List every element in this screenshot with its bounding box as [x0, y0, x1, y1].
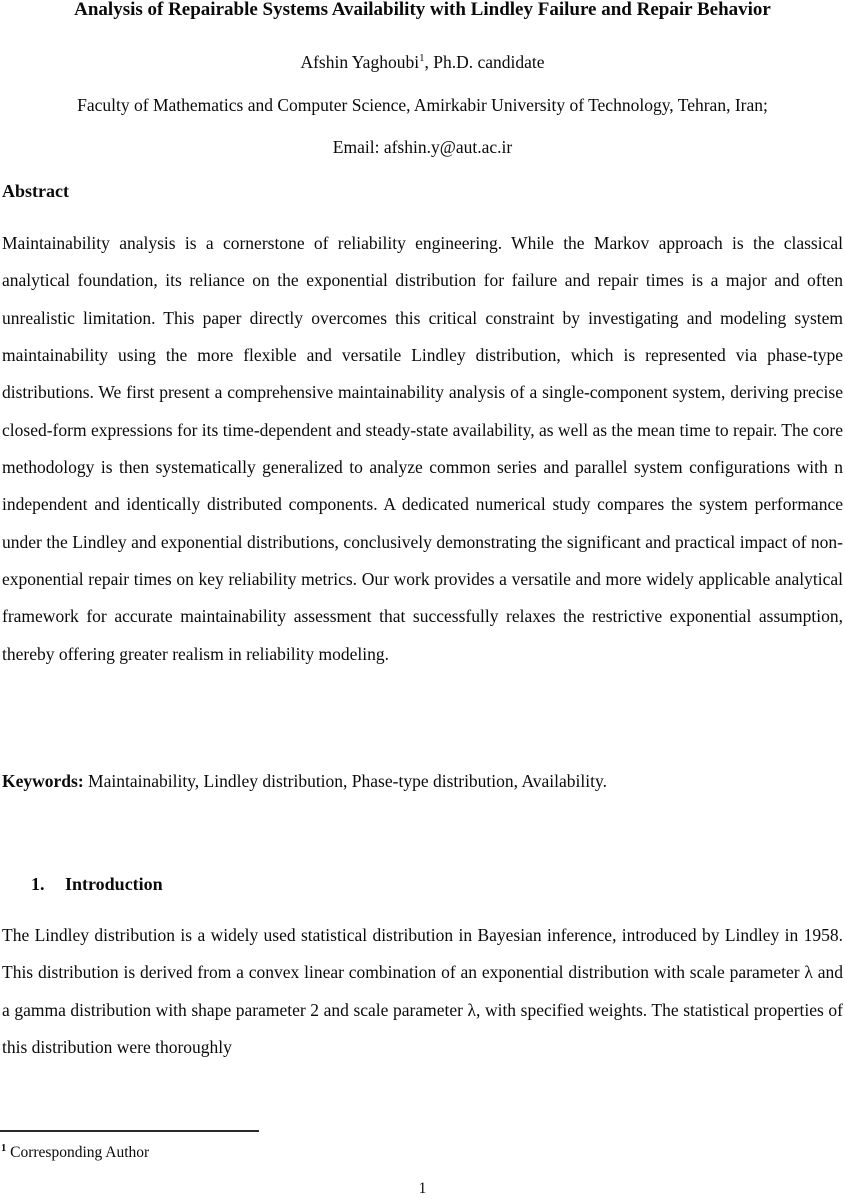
author-footnote-mark: 1: [419, 52, 425, 65]
page-number: 1: [418, 1180, 427, 1197]
keywords-line: [2, 769, 843, 793]
introduction-paragraph: The Lindley distribution is a widely used statistical distribution in Bayesian inference, introduced by Lindley in 1958. This distribution is derived from a convex linear combination of an exponential distribution with scale parameter λ and a gamma distribution with shape parameter 2 and scale parameter λ, with specified weights. The statistical properties of this distribution were thoroughly: [2, 925, 843, 1058]
section-heading-introduction: [31, 872, 163, 896]
keywords-label: Keywords:: [2, 771, 84, 791]
paper-title: Analysis of Repairable Systems Availability with Lindley Failure and Repair Behavior: [74, 0, 771, 20]
email-line: Email: afshin.y@aut.ac.ir: [332, 137, 513, 157]
author-suffix: , Ph.D. candidate: [424, 52, 545, 72]
abstract-heading: Abstract: [2, 181, 69, 201]
author-name: Afshin Yaghoubi: [300, 52, 420, 72]
footnote-text: Corresponding Author: [10, 1144, 150, 1161]
section-number: 1.: [31, 874, 45, 894]
footnote-separator: [0, 1130, 259, 1132]
affiliation-line: Faculty of Mathematics and Computer Science, Amirkabir University of Technology, Tehran, Iran;: [77, 95, 768, 115]
abstract-paragraph: Maintainability analysis is a cornerstone of reliability engineering. While the Markov approach is the classical analytical foundation, its reliance on the exponential distribution for failure and repair times is a major and often unrealistic limitation. This paper directly overcomes this critical constraint by investigating and modeling system maintainability using the more flexible and versatile Lindley distribution, which is represented via phase-type distributions. We first present a comprehensive maintainability analysis of a single-component system, deriving precise closed-form expressions for its time-dependent and steady-state availability, as well as the mean time to repair. The core methodology is then systematically generalized to analyze common series and parallel system configurations with n independent and identically distributed components. A dedicated numerical study compares the system performance under the Lindley and exponential distributions, conclusively demonstrating the significant and practical impact of non-exponential repair times on key reliability metrics. Our work provides a versatile and more widely applicable analytical framework for accurate maintainability assessment that successfully relaxes the restrictive exponential assumption, thereby offering greater realism in reliability modeling.: [2, 233, 843, 664]
author-line: [0, 50, 845, 74]
footnote-mark: 1: [1, 1142, 7, 1154]
footnote: [1, 1141, 149, 1165]
section-title: Introduction: [65, 874, 163, 894]
keywords-text: Maintainability, Lindley distribution, Phase-type distribution, Availability.: [88, 771, 607, 791]
